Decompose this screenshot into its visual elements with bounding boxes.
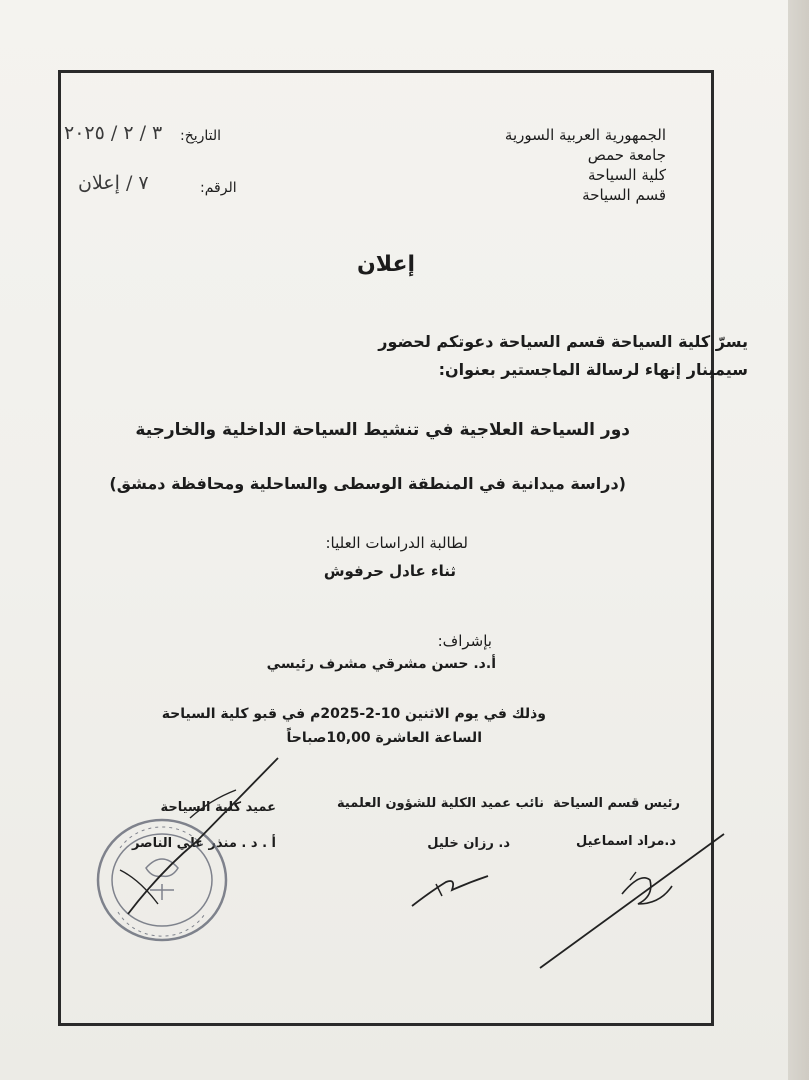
signature-name-vice-dean: د. رزان خليل	[427, 836, 510, 851]
signature-name-dean: أ . د . منذر علي الناصر	[131, 836, 276, 851]
signature-title-dean: عميد كلية السياحة	[160, 800, 276, 815]
dean-signature	[120, 758, 278, 914]
supervisor-name: أ.د. حسن مشرقي مشرف رئيسي	[266, 656, 496, 672]
header-department: قسم السياحة	[582, 186, 666, 204]
header-faculty: كلية السياحة	[588, 166, 666, 184]
number-label: الرقم:	[200, 180, 237, 196]
head-of-department-signature	[540, 834, 724, 968]
schedule-line-2: الساعة العاشرة 10,00صباحاً	[286, 730, 482, 746]
invitation-line-2: سيمينار إنهاء لرسالة الماجستير بعنوان:	[438, 360, 748, 379]
signature-name-head-of-department: د.مراد اسماعيل	[575, 834, 676, 849]
schedule-line-1: وذلك في يوم الاثنين 10-2-2025م في قبو كلية السياحة	[161, 706, 546, 722]
student-label: لطالبة الدراسات العليا:	[325, 534, 468, 552]
invitation-line-1: يسرّ كلية السياحة قسم السياحة دعوتكم لحضور	[378, 332, 748, 351]
header-republic: الجمهورية العربية السورية	[504, 126, 666, 144]
thesis-title: دور السياحة العلاجية في تنشيط السياحة الداخلية والخارجية	[135, 420, 630, 440]
signature-title-head-of-department: رئيس قسم السياحة	[552, 796, 680, 811]
number-value-handwritten: ٧ / إعلان	[78, 172, 149, 194]
date-label: التاريخ:	[180, 128, 222, 144]
student-name: ثناء عادل حرفوش	[323, 562, 456, 580]
announcement-title: إعلان	[356, 252, 416, 277]
date-value-handwritten: ٣ / ٢ / ٢٠٢٥	[64, 122, 163, 144]
signature-title-vice-dean: نائب عميد الكلية للشؤون العلمية	[337, 796, 544, 811]
thesis-subtitle: (دراسة ميدانية في المنطقة الوسطى والساحلية ومحافظة دمشق)	[109, 474, 626, 493]
header-university: جامعة حمص	[587, 146, 666, 164]
official-stamp	[98, 820, 226, 940]
supervision-label: بإشراف:	[437, 632, 492, 650]
vice-dean-signature	[412, 876, 488, 906]
